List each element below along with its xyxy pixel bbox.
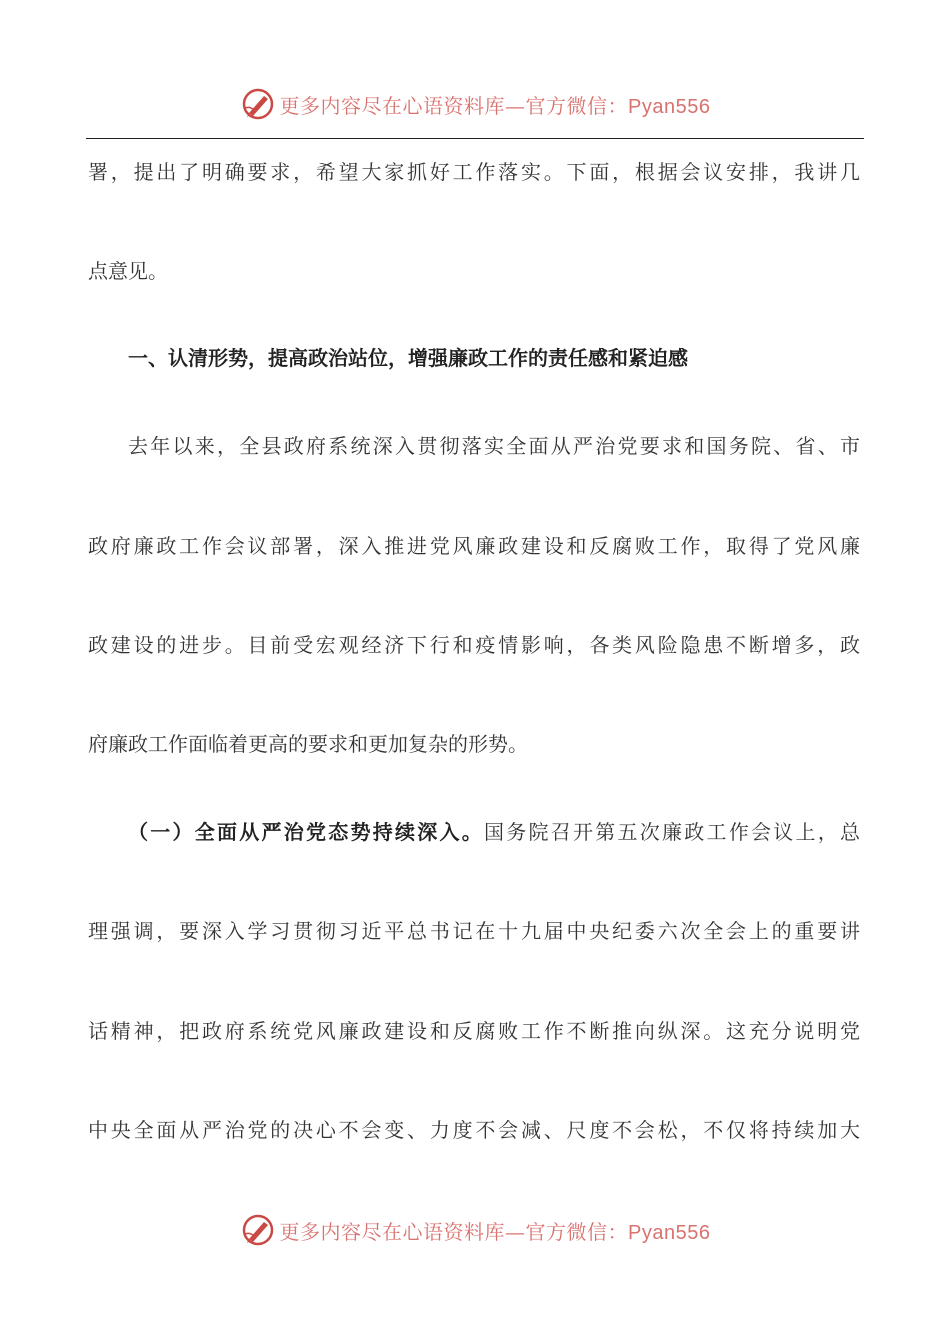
pen-logo-icon bbox=[240, 86, 276, 122]
header-banner-text: 更多内容尽在心语资料库—官方微信：Pyan556 bbox=[279, 93, 711, 118]
footer-banner-text: 更多内容尽在心语资料库—官方微信：Pyan556 bbox=[279, 1219, 711, 1244]
paragraph-line: 中央全面从严治党的决心不会变、力度不会减、尺度不会松，不仅将持续加大 bbox=[88, 1118, 860, 1142]
header-banner bbox=[0, 82, 950, 126]
paragraph-line: 话精神，把政府系统党风廉政建设和反腐败工作不断推向纵深。这充分说明党 bbox=[88, 1019, 860, 1043]
header-wechat-id: Pyan556 bbox=[628, 95, 711, 118]
paragraph-line: 点意见。 bbox=[88, 259, 168, 283]
paragraph-line bbox=[128, 819, 860, 845]
subsection-title: （一）全面从严治党态势持续深入。 bbox=[128, 820, 484, 844]
paragraph-line: 理强调，要深入学习贯彻习近平总书记在十九届中央纪委六次全会上的重要讲 bbox=[88, 919, 860, 943]
paragraph-line: 政府廉政工作会议部署，深入推进党风廉政建设和反腐败工作，取得了党风廉 bbox=[88, 534, 860, 558]
paragraph-text: 国务院召开第五次廉政工作会议上，总 bbox=[484, 820, 860, 844]
footer-banner bbox=[0, 1208, 950, 1252]
paragraph-line: 政建设的进步。目前受宏观经济下行和疫情影响，各类风险隐患不断增多，政 bbox=[88, 633, 860, 657]
header-divider bbox=[86, 138, 864, 139]
footer-wechat-id: Pyan556 bbox=[628, 1221, 711, 1244]
pen-logo-icon bbox=[240, 1212, 276, 1248]
paragraph-line: 署，提出了明确要求，希望大家抓好工作落实。下面，根据会议安排，我讲几 bbox=[88, 160, 860, 184]
section-heading: 一、认清形势，提高政治站位，增强廉政工作的责任感和紧迫感 bbox=[128, 346, 688, 370]
paragraph-line: 去年以来，全县政府系统深入贯彻落实全面从严治党要求和国务院、省、市 bbox=[128, 434, 860, 458]
paragraph-line: 府廉政工作面临着更高的要求和更加复杂的形势。 bbox=[88, 732, 528, 756]
